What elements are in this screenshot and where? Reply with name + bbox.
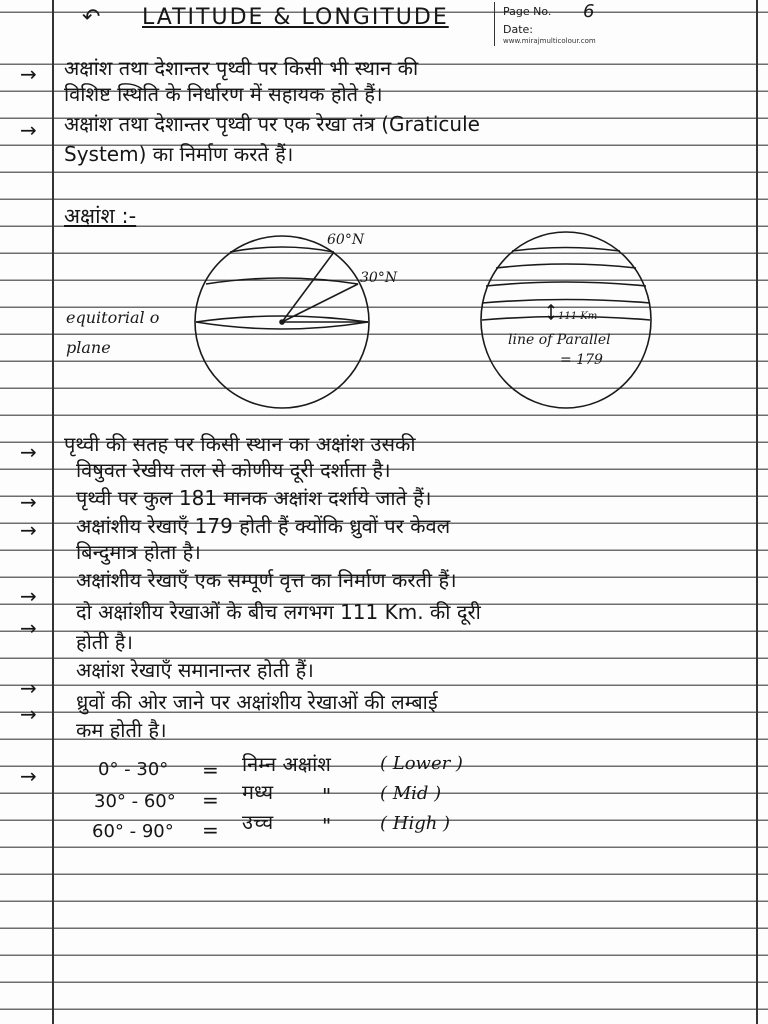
arrow-icon: → <box>20 62 37 86</box>
equatorial-plane-label-2: plane <box>66 338 111 357</box>
note-2-line-1: पृथ्वी पर कुल 181 मानक अक्षांश दर्शाये जाते हैं। <box>76 486 432 510</box>
arrow-icon: → <box>20 118 37 142</box>
parallel-60n <box>230 247 334 252</box>
intro-1-line-2: विशिष्ट स्थिति के निर्धारण में सहायक होते हैं। <box>64 82 383 106</box>
intro-2-line-2: System) का निर्माण करते हैं। <box>64 142 294 166</box>
parallel-line <box>496 264 636 268</box>
page-no-label: Page No. <box>503 5 552 18</box>
section-heading: अक्षांश :- <box>64 204 137 228</box>
globe-angles-diagram <box>195 236 369 408</box>
arrow-icon: → <box>20 764 37 788</box>
page-no-value: 6 <box>583 1 595 22</box>
name-high: उच्च <box>242 810 274 834</box>
arrow-icon: → <box>20 676 37 700</box>
parallel-line <box>512 248 620 252</box>
globe-center <box>280 320 284 324</box>
date-label: Date: <box>503 23 533 36</box>
title-swash-arrow: ↶ <box>82 5 101 30</box>
arrow-icon: → <box>20 518 37 542</box>
parallel-count-label-1: line of Parallel <box>508 332 611 348</box>
eng-lower: ( Lower ) <box>380 753 463 774</box>
intro-1-line-1: अक्षांश तथा देशान्तर पृथ्वी पर किसी भी स्थान की <box>64 56 419 80</box>
eng-high: ( High ) <box>380 813 451 834</box>
note-7-line-1: ध्रुवों की ओर जाने पर अक्षांशीय रेखाओं की लम्बाई <box>76 690 438 714</box>
note-1-line-1: पृथ्वी की सतह पर किसी स्थान का अक्षांश उसकी <box>64 432 416 456</box>
parallel-30n <box>206 278 358 284</box>
intro-2-line-1: अक्षांश तथा देशान्तर पृथ्वी पर एक रेखा तंत्र (Graticule <box>64 112 480 136</box>
note-6-line-1: अक्षांश रेखाएँ समानान्तर होती हैं। <box>76 658 314 682</box>
parallel-count-label-2: = 179 <box>560 352 603 368</box>
equals-high: = <box>202 818 219 842</box>
page-title: LATITUDE & LONGITUDE <box>142 5 449 30</box>
name-lower: निम्न अक्षांश <box>242 752 331 776</box>
note-3-line-2: बिन्दुमात्र होता है। <box>76 540 201 564</box>
name-mid: मध्य <box>242 780 274 804</box>
parallel-line <box>486 282 646 286</box>
spacing-label: 111 Km <box>558 311 598 322</box>
arrow-icon: → <box>20 584 37 608</box>
label-60n: 60°N <box>327 232 365 248</box>
note-3-line-1: अक्षांशीय रेखाएँ 179 होती हैं क्योंकि ध्रुवों पर केवल <box>76 514 451 538</box>
note-7-line-2: कम होती है। <box>76 718 167 742</box>
note-5-line-2: होती है। <box>76 630 133 654</box>
range-mid: 30° - 60° <box>94 791 176 812</box>
arrow-icon: → <box>20 616 37 640</box>
website-label: www.mirajmulticolour.com <box>503 37 596 45</box>
arrow-icon: → <box>20 490 37 514</box>
note-4-line-1: अक्षांशीय रेखाएँ एक सम्पूर्ण वृत्त का निर्माण करती हैं। <box>76 568 457 592</box>
ditto-mid: " <box>322 784 332 808</box>
ditto-high: " <box>322 814 332 838</box>
radius-60n <box>282 252 334 322</box>
radius-30n <box>282 284 358 322</box>
arrow-icon: → <box>20 440 37 464</box>
note-1-line-2: विषुवत रेखीय तल से कोणीय दूरी दर्शाता है। <box>76 458 391 482</box>
equals-lower: = <box>202 758 219 782</box>
arrow-icon: → <box>20 702 37 726</box>
equatorial-plane-label-1: equitorial o <box>66 308 160 327</box>
range-high: 60° - 90° <box>92 821 174 842</box>
note-5-line-1: दो अक्षांशीय रेखाओं के बीच लगभग 111 Km. की दूरी <box>76 600 481 624</box>
label-30n: 30°N <box>360 270 398 286</box>
eng-mid: ( Mid ) <box>380 783 442 804</box>
parallel-line <box>482 300 650 304</box>
range-lower: 0° - 30° <box>98 759 169 780</box>
equals-mid: = <box>202 788 219 812</box>
